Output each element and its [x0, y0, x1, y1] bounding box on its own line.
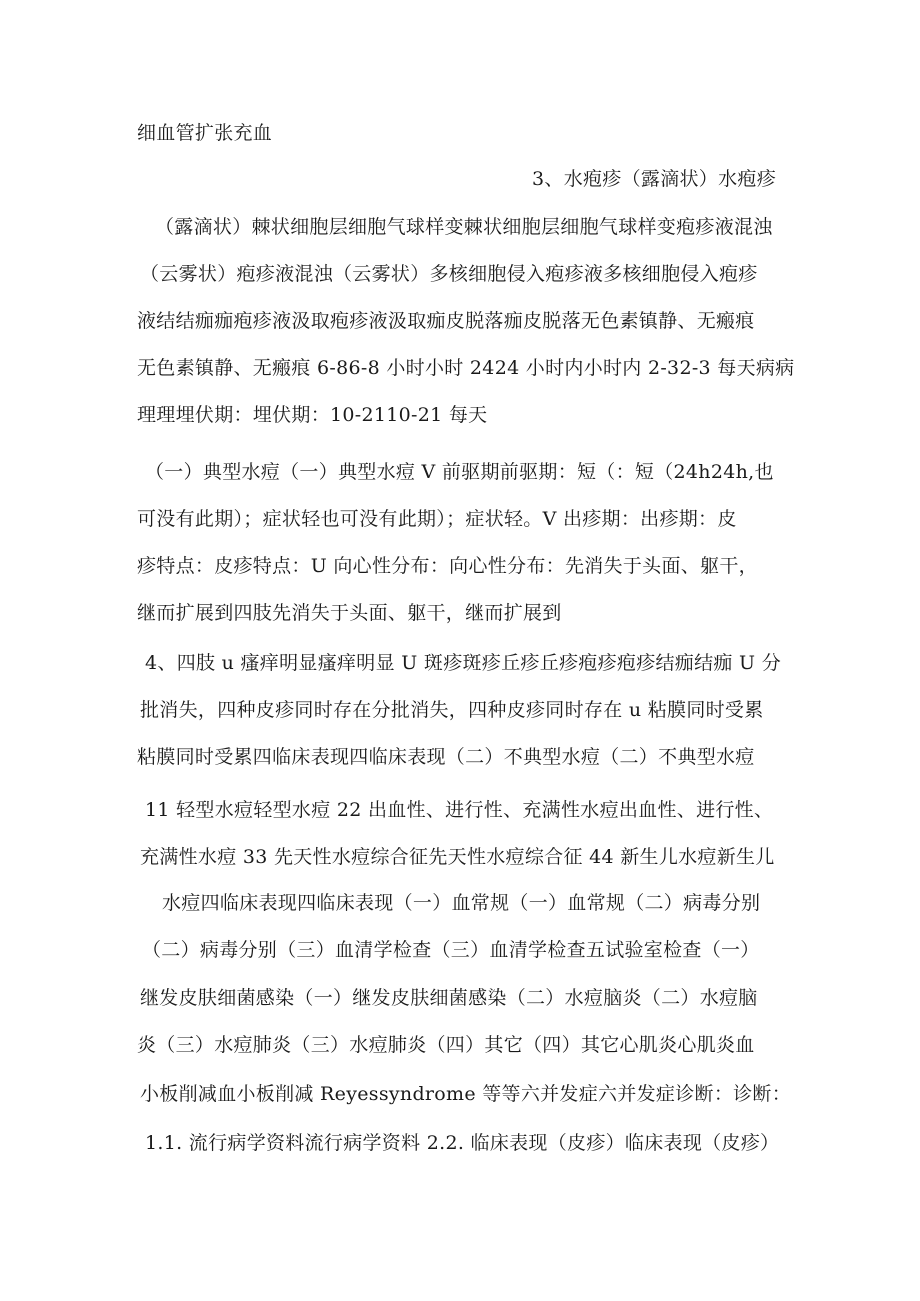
text-line-4: （云雾状）疱疹液混浊（云雾状）多核细胞侵入疱疹液多核细胞侵入疱疹 [140, 263, 758, 285]
text-line-22: 1.1. 流行病学资料流行病学资料 2.2. 临床表现（皮疹）临床表现（皮疹） [145, 1132, 780, 1154]
text-line-19: 继发皮肤细菌感染（一）继发皮肤细菌感染（二）水痘脑炎（二）水痘脑 [140, 987, 758, 1009]
text-line-21: 小板削减血小板削减 Reyessyndrome 等等六并发症六并发症诊断：诊断： [140, 1083, 792, 1105]
text-line-11: 继而扩展到四肢先消失于头面、躯干，继而扩展到 [137, 602, 562, 624]
text-line-18: （二）病毒分别（三）血清学检查（三）血清学检查五试验室检查（一） [142, 939, 760, 961]
text-line-8: （一）典型水痘（一）典型水痘 V 前驱期前驱期：短（：短（24h24h,也 [145, 461, 774, 483]
text-line-3: （露滴状）棘状细胞层细胞气球样变棘状细胞层细胞气球样变疱疹液混浊 [155, 216, 773, 238]
text-line-17: 水痘四临床表现四临床表现（一）血常规（一）血常规（二）病毒分别 [162, 892, 761, 914]
text-line-14: 粘膜同时受累四临床表现四临床表现（二）不典型水痘（二）不典型水痘 [137, 746, 755, 768]
text-line-2: 3、水疱疹（露滴状）水疱疹 [532, 168, 776, 190]
text-line-7: 理理埋伏期：埋伏期：10-2110-21 每天 [137, 404, 488, 426]
text-line-6: 无色素镇静、无瘢痕 6-86-8 小时小时 2424 小时内小时内 2-32-3 每天病病 [137, 357, 795, 379]
text-line-15: 11 轻型水痘轻型水痘 22 出血性、进行性、充满性水痘出血性、进行性、 [145, 799, 774, 821]
text-line-12: 4、四肢 u 瘙痒明显瘙痒明显 U 斑疹斑疹丘疹丘疹疱疹疱疹结痂结痂 U 分 [145, 652, 781, 674]
text-line-10: 疹特点：皮疹特点：U 向心性分布：向心性分布：先消失于头面、躯干， [137, 555, 758, 577]
text-line-1: 细血管扩张充血 [137, 122, 273, 144]
text-line-13: 批消失，四种皮疹同时存在分批消失，四种皮疹同时存在 u 粘膜同时受累 [140, 699, 764, 721]
text-line-20: 炎（三）水痘肺炎（三）水痘肺炎（四）其它（四）其它心肌炎心肌炎血 [137, 1034, 755, 1056]
text-line-5: 液结结痂痂疱疹液汲取疱疹液汲取痂皮脱落痂皮脱落无色素镇静、无瘢痕 [137, 310, 755, 332]
text-line-16: 充满性水痘 33 先天性水痘综合征先天性水痘综合征 44 新生儿水痘新生儿 [140, 846, 775, 868]
text-line-9: 可没有此期）；症状轻也可没有此期）；症状轻。V 出疹期：出疹期：皮 [137, 508, 737, 530]
